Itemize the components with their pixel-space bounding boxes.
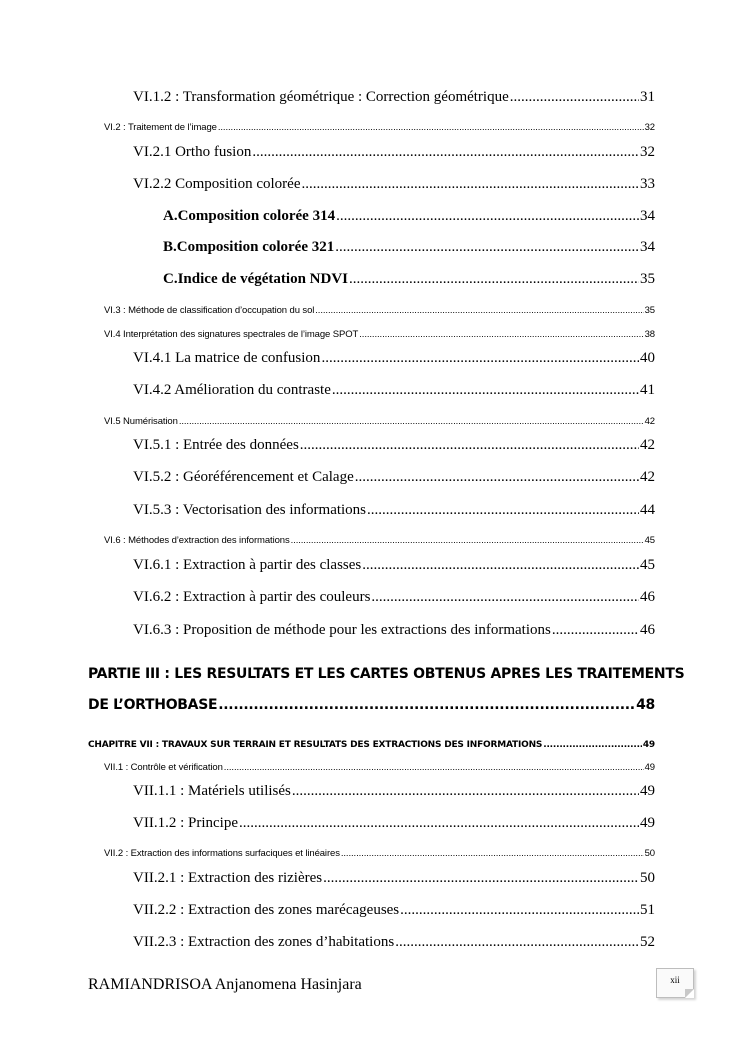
toc-entry-page: 33 <box>640 176 655 192</box>
dot-leader <box>239 813 639 833</box>
toc-entry[interactable] <box>133 932 655 952</box>
dot-leader <box>315 304 643 318</box>
toc-entry-page: 42 <box>644 416 655 427</box>
dot-leader <box>321 348 639 368</box>
dot-leader <box>224 761 644 775</box>
toc-entry-title: VII.2.3 : Extraction des zones d’habitations <box>133 934 395 950</box>
toc-entry[interactable] <box>133 900 655 920</box>
dot-leader <box>362 555 639 575</box>
toc-entry-page: 38 <box>644 329 655 340</box>
toc-entry-title: VI.1.2 : Transformation géométrique : Correction géométrique <box>133 89 509 105</box>
dot-leader <box>367 500 639 520</box>
toc-entry-page: 32 <box>640 144 655 160</box>
toc-entry-page: 46 <box>640 622 655 638</box>
toc-entry-page: 32 <box>644 122 655 133</box>
page-curl-icon <box>685 989 694 998</box>
toc-entry-title: Composition colorée 314 <box>177 208 336 224</box>
toc-entry[interactable] <box>104 415 655 429</box>
dot-leader <box>252 142 639 162</box>
toc-entry-letter: C. <box>163 271 178 287</box>
toc-entry[interactable] <box>133 87 655 107</box>
toc-entry[interactable] <box>133 174 655 194</box>
toc-entry-page: 50 <box>644 848 655 859</box>
toc-entry[interactable] <box>104 847 655 861</box>
toc-entry-title: VI.2 : Traitement de l’image <box>104 122 217 133</box>
toc-entry-title: VI.5.1 : Entrée des données <box>133 437 299 453</box>
dot-leader <box>371 587 639 607</box>
toc-entry-title: VI.6.2 : Extraction à partir des couleurs <box>133 589 371 605</box>
toc-entry[interactable] <box>133 555 655 575</box>
toc-entry-page: 34 <box>640 208 655 224</box>
part-heading-line1[interactable]: PARTIE III : LES RESULTATS ET LES CARTES OBTENUS APRES LES TRAITEMENTS <box>88 666 685 682</box>
dot-leader <box>332 380 639 400</box>
toc-entry-title: VII.1.2 : Principe <box>133 815 238 831</box>
chapter-heading[interactable] <box>88 738 655 752</box>
toc-entry[interactable] <box>104 304 655 318</box>
toc-entry-page: 35 <box>640 271 655 287</box>
toc-entry-title: VI.2.1 Ortho fusion <box>133 144 252 160</box>
footer-author: RAMIANDRISOA Anjanomena Hasinjara <box>88 976 362 993</box>
toc-entry[interactable] <box>163 269 655 289</box>
toc-entry-title: VI.4.2 Amélioration du contraste <box>133 382 331 398</box>
dot-leader <box>218 121 644 135</box>
toc-entry-page: 49 <box>642 740 655 750</box>
dot-leader <box>218 695 635 715</box>
toc-entry-letter: A. <box>163 208 178 224</box>
dot-leader <box>301 174 639 194</box>
toc-entry[interactable] <box>133 380 655 400</box>
toc-entry-title: VI.6 : Méthodes d’extraction des informations <box>104 535 290 546</box>
dot-leader <box>300 435 639 455</box>
toc-entry[interactable] <box>133 620 655 640</box>
page-number-tab <box>656 968 694 998</box>
dot-leader <box>323 868 639 888</box>
toc-entry-page: 40 <box>640 350 655 366</box>
toc-entry-page: 41 <box>640 382 655 398</box>
toc-entry-title: VI.2.2 Composition colorée <box>133 176 301 192</box>
toc-entry-page: 50 <box>640 870 655 886</box>
toc-entry-page: 49 <box>644 762 655 773</box>
toc-entry-page: 48 <box>636 697 655 713</box>
dot-leader <box>336 206 639 226</box>
dot-leader <box>179 415 644 429</box>
dot-leader <box>349 269 639 289</box>
dot-leader <box>543 738 642 752</box>
toc-entry-page: 49 <box>640 783 655 799</box>
toc-entry-title: VII.2.1 : Extraction des rizières <box>133 870 323 886</box>
toc-entry[interactable] <box>104 328 655 342</box>
part-heading[interactable] <box>88 695 655 715</box>
toc-entry-page: 49 <box>640 815 655 831</box>
dot-leader <box>552 620 639 640</box>
dot-leader <box>359 328 643 342</box>
toc-entry-page: 45 <box>644 535 655 546</box>
toc-entry[interactable] <box>104 761 655 775</box>
dot-leader <box>335 237 639 257</box>
toc-entry[interactable] <box>163 237 655 257</box>
toc-entry-title: Composition colorée 321 <box>176 239 335 255</box>
toc-entry[interactable] <box>133 868 655 888</box>
toc-entry-title: VII.1.1 : Matériels utilisés <box>133 783 291 799</box>
dot-leader <box>510 87 639 107</box>
toc-entry[interactable] <box>133 500 655 520</box>
toc-entry-page: 46 <box>640 589 655 605</box>
toc-entry[interactable] <box>133 781 655 801</box>
toc-entry-page: 31 <box>640 89 655 105</box>
toc-entry-title: VI.5 Numérisation <box>104 416 178 427</box>
toc-entry-title: VI.5.3 : Vectorisation des informations <box>133 502 367 518</box>
toc-entry-page: 44 <box>640 502 655 518</box>
toc-entry-page: 42 <box>640 437 655 453</box>
toc-entry-title: VI.6.3 : Proposition de méthode pour les extractions des informations <box>133 622 551 638</box>
toc-entry[interactable] <box>133 435 655 455</box>
dot-leader <box>341 847 644 861</box>
dot-leader <box>395 932 639 952</box>
toc-entry-page: 52 <box>640 934 655 950</box>
toc-entry-page: 45 <box>640 557 655 573</box>
toc-entry-page: 34 <box>640 239 655 255</box>
dot-leader <box>355 467 639 487</box>
toc-entry-title: Indice de végétation NDVI <box>177 271 348 287</box>
dot-leader <box>400 900 639 920</box>
page-number: xii <box>670 975 680 985</box>
toc-entry-title: CHAPITRE VII : TRAVAUX SUR TERRAIN ET RESULTATS DES EXTRACTIONS DES INFORMATIONS <box>88 740 543 750</box>
toc-entry-title: VII.1 : Contrôle et vérification <box>104 762 223 773</box>
toc-entry-title: VI.4.1 La matrice de confusion <box>133 350 321 366</box>
toc-entry[interactable] <box>133 348 655 368</box>
dot-leader <box>292 781 639 801</box>
toc-entry[interactable] <box>133 813 655 833</box>
toc-entry[interactable] <box>163 206 655 226</box>
toc-entry[interactable] <box>104 534 655 548</box>
toc-entry-title: VI.6.1 : Extraction à partir des classes <box>133 557 362 573</box>
dot-leader <box>291 534 644 548</box>
toc-entry-page: 42 <box>640 469 655 485</box>
part-heading-line2: DE L’ORTHOBASE <box>88 697 218 713</box>
toc-entry-title: VII.2 : Extraction des informations surfaciques et linéaires <box>104 848 340 859</box>
toc-entry-title: VII.2.2 : Extraction des zones marécageuses <box>133 902 400 918</box>
toc-entry-title: VI.4 Interprétation des signatures spectrales de l’image SPOT <box>104 329 359 340</box>
toc-entry[interactable] <box>104 121 655 135</box>
toc-entry-title: VI.3 : Méthode de classification d’occupation du sol <box>104 305 315 316</box>
toc-entry-letter: B. <box>163 239 177 255</box>
toc-entry-page: 51 <box>640 902 655 918</box>
toc-entry-page: 35 <box>644 305 655 316</box>
toc-entry[interactable] <box>133 467 655 487</box>
toc-entry[interactable] <box>133 142 655 162</box>
toc-entry-title: VI.5.2 : Géoréférencement et Calage <box>133 469 354 485</box>
toc-entry[interactable] <box>133 587 655 607</box>
